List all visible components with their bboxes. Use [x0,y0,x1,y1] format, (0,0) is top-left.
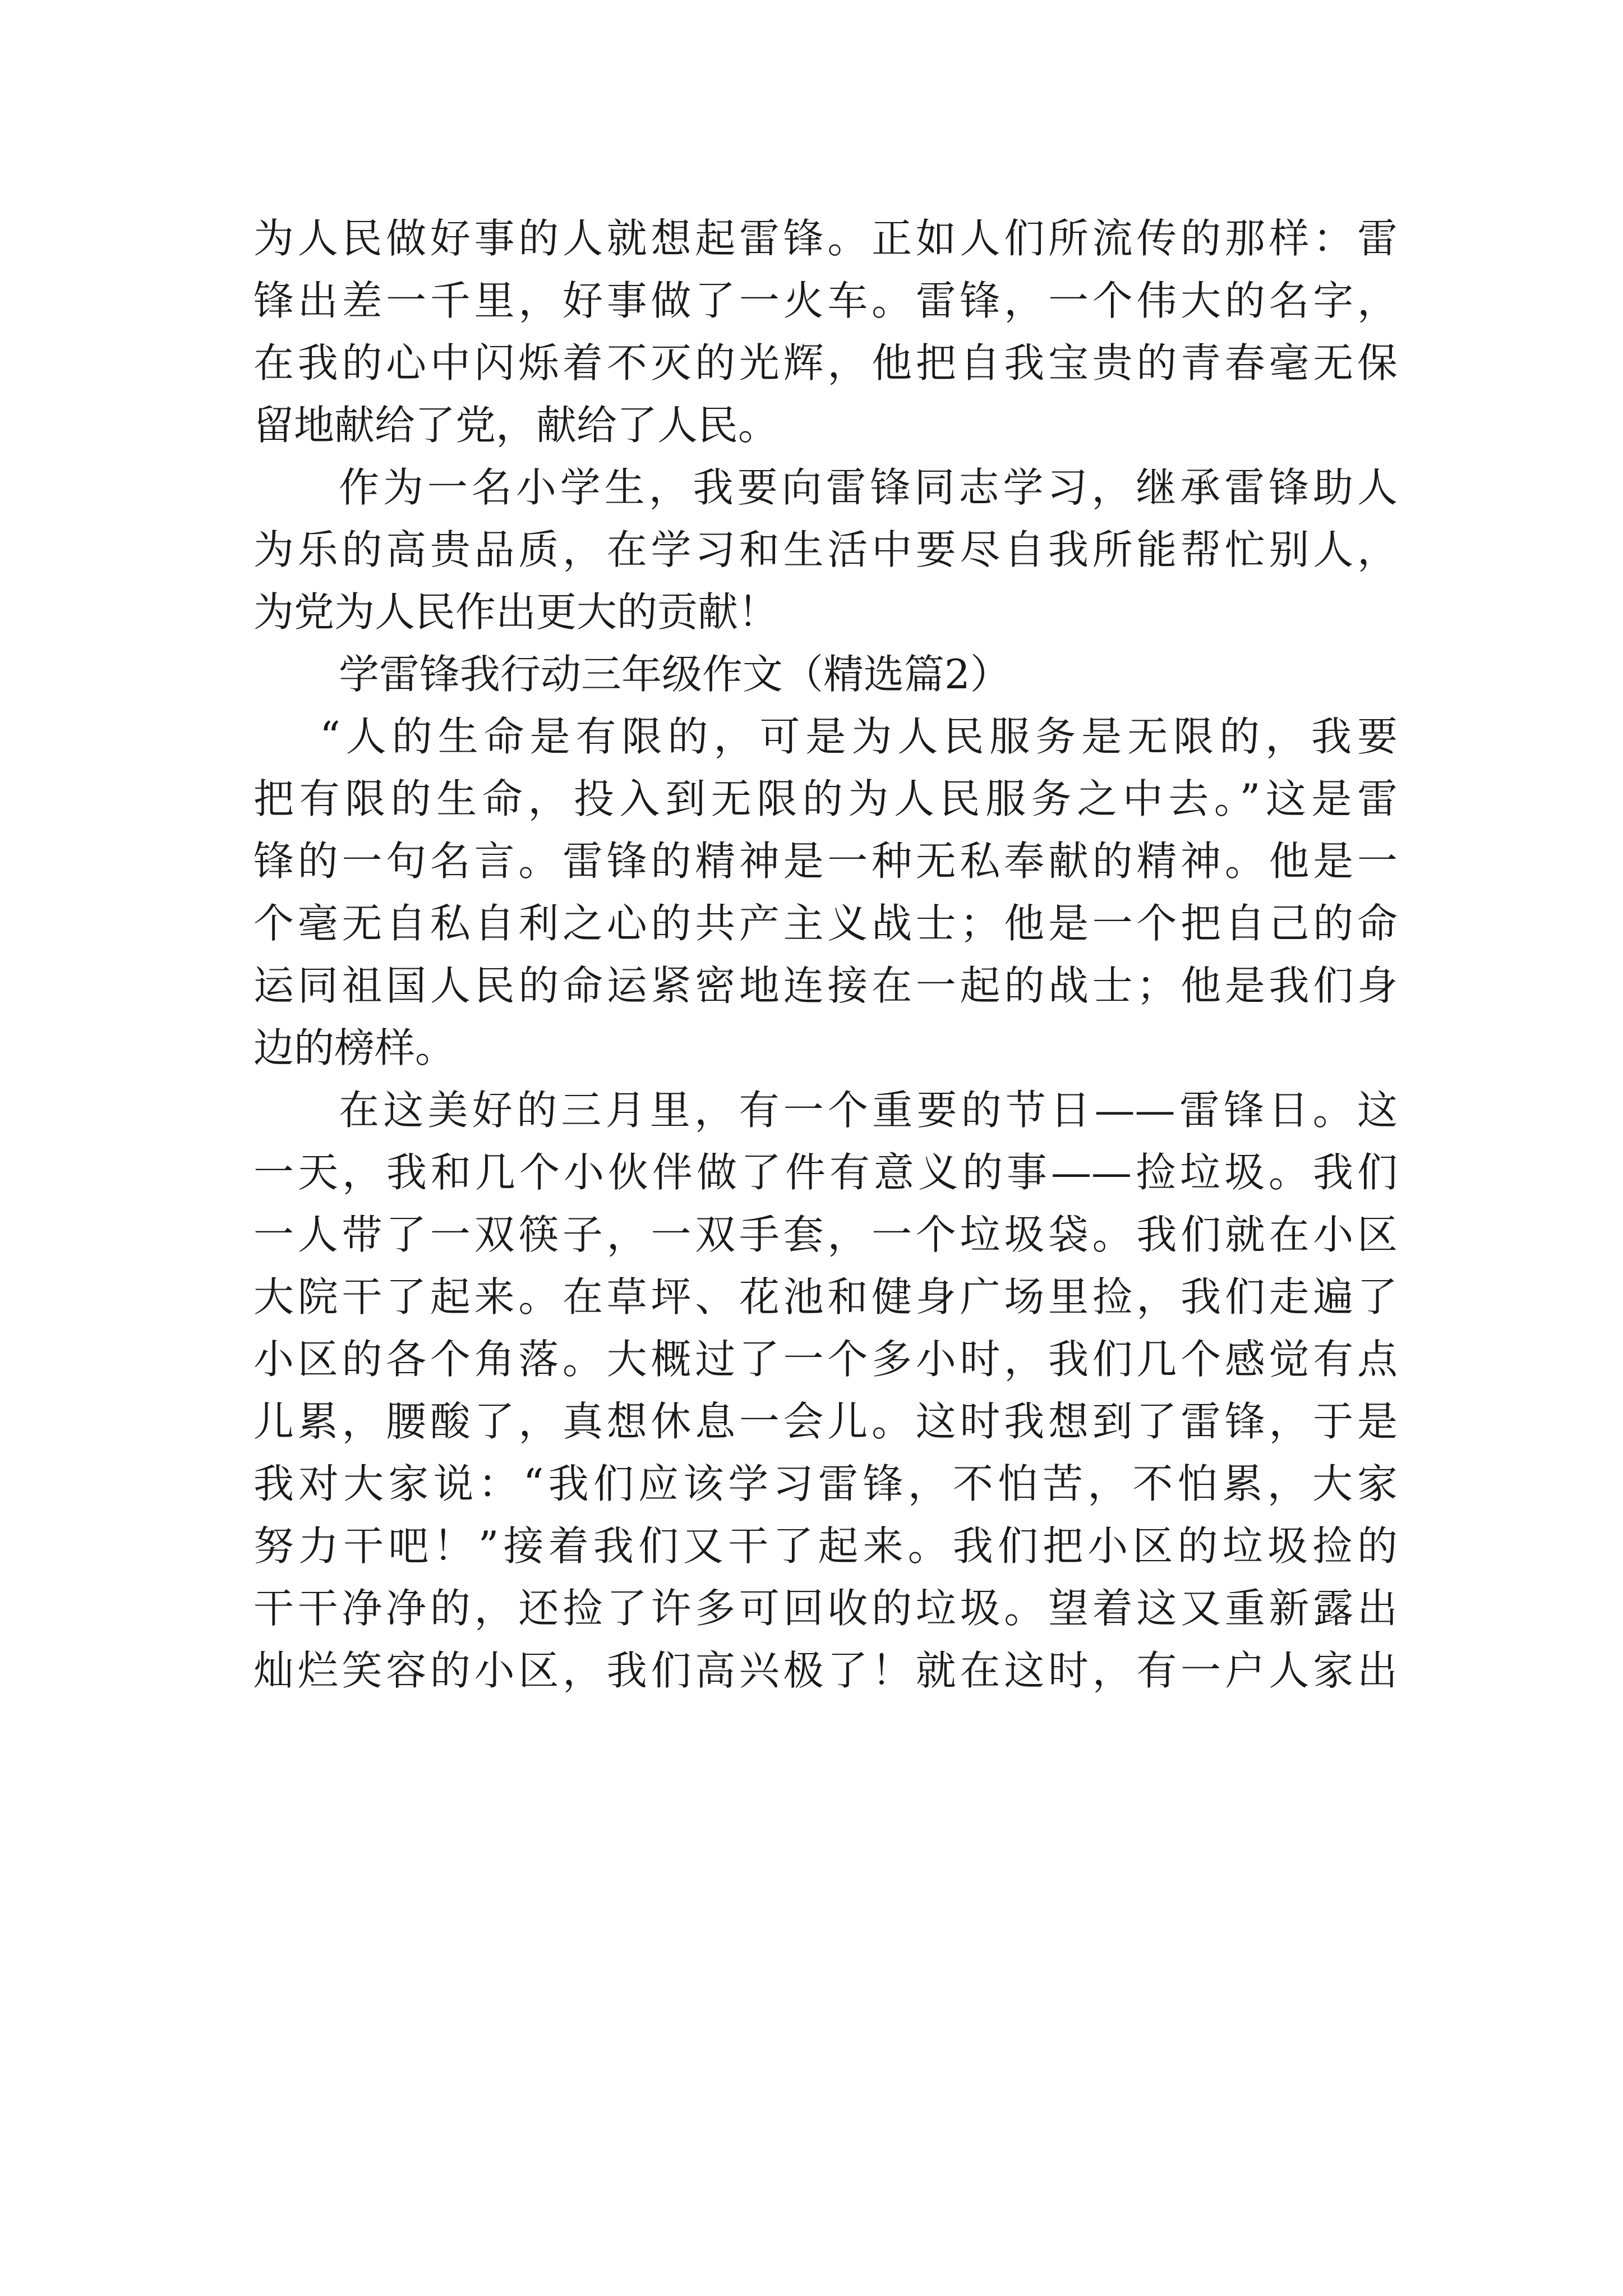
text-line: 大院干了起来。在草坪、花池和健身广场里捡，我们走遍了 [253,1273,1398,1320]
text-line: 干干净净的，还捡了许多可回收的垃圾。望着这又重新露出 [253,1585,1398,1632]
text-line: 留地献给了党，献给了人民。 [253,402,779,449]
text-line: 一人带了一双筷子，一双手套，一个垃圾袋。我们就在小区 [253,1211,1398,1258]
text-line: 努力干吧！”接着我们又干了起来。我们把小区的垃圾捡的 [253,1522,1398,1570]
text-line: 边的榜样。 [253,1024,456,1071]
text-line: 一天，我和几个小伙伴做了件有意义的事——捡垃圾。我们 [253,1149,1398,1196]
text-line: 小区的各个角落。大概过了一个多小时，我们几个感觉有点 [253,1336,1398,1383]
text-line: 运同祖国人民的命运紧密地连接在一起的战士；他是我们身 [253,962,1398,1009]
text-line: 锋的一句名言。雷锋的精神是一种无私奉献的精神。他是一 [253,838,1398,885]
text-line: 为乐的高贵品质，在学习和生活中要尽自我所能帮忙别人， [253,526,1398,573]
text-line: 锋出差一千里，好事做了一火车。雷锋，一个伟大的名字， [253,277,1398,324]
text-line: 作为一名小学生，我要向雷锋同志学习，继承雷锋助人 [339,464,1398,511]
text-line: 灿烂笑容的小区，我们高兴极了！就在这时，有一户人家出 [253,1647,1398,1694]
text-line: 儿累，腰酸了，真想休息一会儿。这时我想到了雷锋，于是 [253,1398,1398,1445]
text-line: 我对大家说：“我们应该学习雷锋，不怕苦，不怕累，大家 [253,1460,1398,1507]
text-line: 在这美好的三月里，有一个重要的节日——雷锋日。这 [339,1087,1398,1134]
text-line: 为党为人民作出更大的贡献！ [253,588,779,636]
text-line: 为人民做好事的人就想起雷锋。正如人们所流传的那样：雷 [253,215,1398,262]
text-line: “人的生命是有限的，可是为人民服务是无限的，我要 [320,713,1398,760]
essay-body [253,208,1398,1702]
text-line: 在我的心中闪烁着不灭的光辉，他把自我宝贵的青春毫无保 [253,339,1398,386]
text-line: 个毫无自私自利之心的共产主义战士；他是一个把自己的命 [253,900,1398,947]
section-heading: 学雷锋我行动三年级作文（精选篇2） [339,651,1011,698]
text-line: 把有限的生命，投入到无限的为人民服务之中去。”这是雷 [253,775,1398,822]
